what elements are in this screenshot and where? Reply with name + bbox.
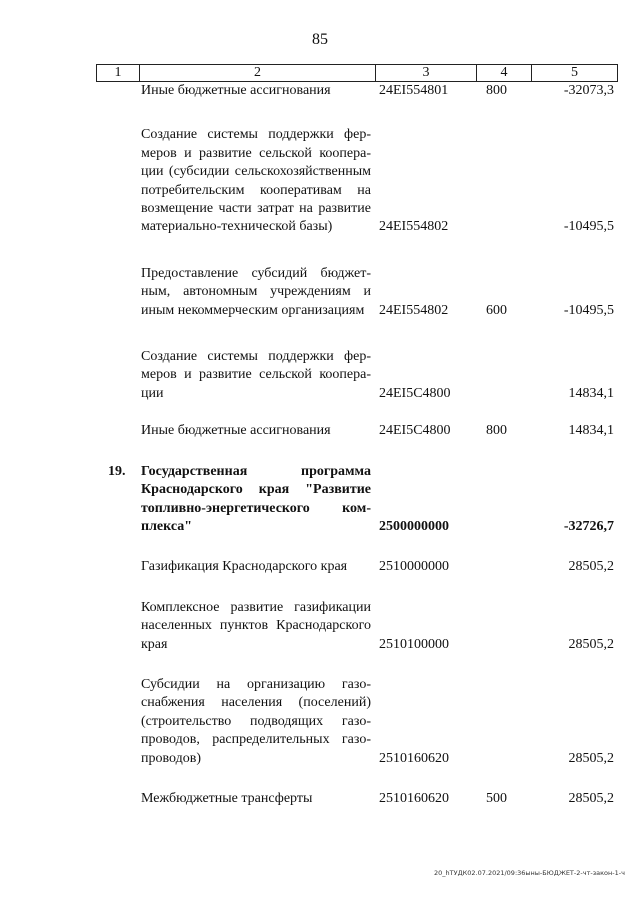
header-col-1: 1 bbox=[97, 65, 140, 81]
row-code: 2510100000 bbox=[379, 636, 449, 652]
row-number: 19. bbox=[108, 463, 126, 479]
row-name: Газификация Краснодарского края bbox=[141, 559, 348, 575]
row-code: 2510000000 bbox=[379, 559, 449, 575]
document-footer-id: 20_hТУДК02.07.2021/09:36ыны-БЮДЖЕТ-2-чт-закон-1-ч bbox=[434, 869, 625, 877]
row-name: Субсидии на организацию газоснабжения населения (поселений) (строительство подводящих газопроводов, распределительных газопроводов) bbox=[141, 676, 371, 766]
row-expense-type: 800 bbox=[486, 83, 507, 98]
row-amount: 28505,2 bbox=[568, 559, 614, 575]
row-amount: 14834,1 bbox=[568, 423, 614, 439]
row-expense-type: 500 bbox=[486, 790, 507, 806]
row-amount: 14834,1 bbox=[568, 385, 614, 401]
row-name: Государственная программа Краснодарского края "Развитие топливно-энергетического комплекса" bbox=[141, 463, 371, 534]
header-col-5: 5 bbox=[571, 65, 578, 80]
row-amount: -32726,7 bbox=[563, 518, 614, 534]
page-number: 85 bbox=[312, 31, 328, 48]
header-col-3: 3 bbox=[376, 65, 477, 81]
row-amount: 28505,2 bbox=[568, 750, 614, 766]
row-name: Комплексное развитие газификации населенных пунктов Краснодарского края bbox=[141, 599, 371, 652]
table-row bbox=[96, 558, 618, 576]
budget-table-body bbox=[96, 82, 618, 808]
row-name: Создание системы поддержки фермеров и развитие сельской кооперации bbox=[141, 349, 371, 401]
row-amount: -32073,3 bbox=[563, 83, 614, 98]
row-code: 2500000000 bbox=[379, 518, 449, 534]
row-name: Предоставление субсидий бюджетным, автономным учреждениям и иным некоммерческим организациям bbox=[141, 265, 371, 318]
row-amount: 28505,2 bbox=[568, 790, 614, 806]
table-row bbox=[96, 599, 618, 654]
table-row bbox=[96, 348, 618, 403]
row-name: Иные бюджетные ассигнования bbox=[141, 423, 331, 439]
row-code: 2510160620 bbox=[379, 750, 449, 766]
row-name: Иные бюджетные ассигнования bbox=[141, 83, 331, 98]
row-code: 24EI5C4800 bbox=[379, 423, 451, 439]
row-code: 24EI554802 bbox=[379, 302, 449, 318]
row-expense-type: 800 bbox=[486, 423, 507, 439]
row-code: 24EI5C4800 bbox=[379, 385, 451, 401]
row-name: Создание системы поддержки фермеров и развитие сельской кооперации (субсидии сельскохозяйственным потребительским кооперативам на возмещение части затрат на развитие материально-технической базы) bbox=[141, 127, 371, 235]
row-amount: 28505,2 bbox=[568, 636, 614, 652]
row-code: 2510160620 bbox=[379, 790, 449, 806]
table-row-program bbox=[96, 463, 618, 537]
table-row bbox=[96, 790, 618, 808]
row-code: 24EI554801 bbox=[379, 83, 449, 98]
table-row bbox=[96, 82, 618, 100]
table-row bbox=[96, 126, 618, 236]
header-col-2: 2 bbox=[140, 65, 376, 81]
table-row bbox=[96, 265, 618, 320]
row-amount: -10495,5 bbox=[563, 302, 614, 318]
table-row bbox=[96, 422, 618, 440]
row-expense-type: 600 bbox=[486, 302, 507, 318]
header-col-4: 4 bbox=[477, 65, 532, 81]
table-row bbox=[96, 676, 618, 768]
row-amount: -10495,5 bbox=[563, 219, 614, 235]
row-name: Межбюджетные трансферты bbox=[141, 790, 313, 806]
table-header bbox=[96, 64, 618, 82]
row-code: 24EI554802 bbox=[379, 219, 449, 235]
